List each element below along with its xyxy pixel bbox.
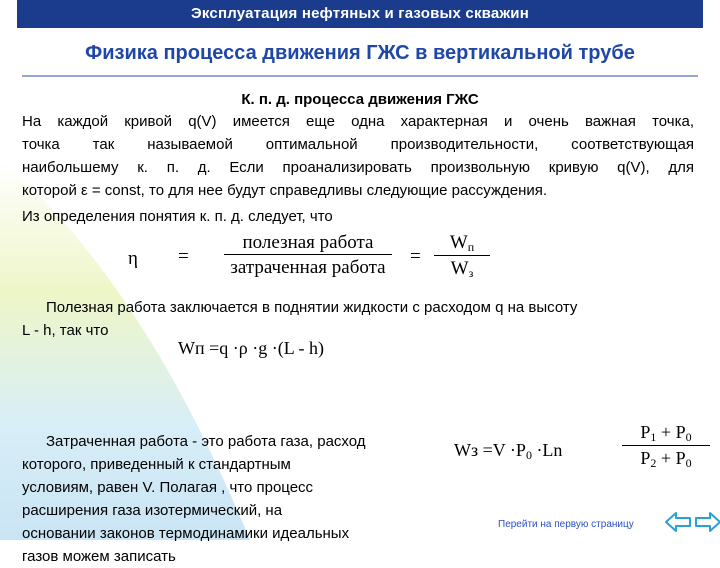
paragraph-1-line: наибольшему к. п. д. Если проанализировать произвольную кривую q(V), для: [22, 159, 694, 176]
useful-work-formula: Wп =q ·ρ ·g ·(L - h): [178, 338, 325, 358]
equals-sign: =: [410, 246, 421, 267]
paragraph-1: [22, 110, 694, 202]
fraction-numerator: $P_1 + P_0$: [640, 422, 692, 444]
header-banner: Эксплуатация нефтяных и газовых скважин: [17, 0, 703, 28]
efficiency-formula: [128, 232, 498, 286]
title-divider: [22, 75, 698, 77]
paragraph-4-line: которого, приведенный к стандартным: [22, 456, 291, 473]
fraction-denominator: затраченная работа: [224, 254, 392, 279]
paragraph-4-line: основании законов термодинамики идеальных: [22, 525, 350, 542]
paragraph-1-line: которой ε = const, то для нее будут справедливы следующие рассуждения.: [22, 182, 548, 199]
paragraph-3-line: Полезная работа заключается в поднятии жидкости с расходом q на высоту: [46, 299, 578, 316]
paragraph-1-line: На каждой кривой q(V) имеется еще одна характерная и очень важная точка,: [22, 113, 694, 130]
fraction-numerator: полезная работа: [242, 232, 374, 253]
paragraph-1-line: точка так называемой оптимальной производительности, соответствующая: [22, 136, 694, 153]
spent-work-formula: [454, 422, 714, 484]
work-ratio-fraction: [224, 232, 392, 279]
section-heading: К. п. д. процесса движения ГЖС: [241, 91, 479, 108]
paragraph-4-line: Затраченная работа - это работа газа, расход: [46, 433, 366, 450]
arrow-right-icon[interactable]: [692, 511, 720, 533]
equals-sign: =: [178, 246, 189, 267]
fraction-denominator: $W_з$: [434, 255, 490, 281]
paragraph-3-line: L - h, так что: [22, 322, 109, 339]
paragraph-4-line: газов можем записать: [22, 548, 176, 565]
fraction-numerator: $W_п$: [449, 232, 475, 254]
fraction-denominator: $P_2 + P_0$: [622, 445, 710, 471]
eta-symbol: η: [128, 248, 138, 269]
formula-lhs: Wз $=V \cdot P_0 \cdot Ln$: [454, 440, 563, 462]
paragraph-4-line: условиям, равен V. Полагая , что процесс: [22, 479, 314, 496]
paragraph-2: Из определения понятия к. п. д. следует, что: [22, 208, 333, 225]
first-page-link[interactable]: Перейти на первую страницу: [498, 519, 634, 530]
paragraph-3: [22, 296, 694, 342]
pressure-ratio-fraction: [622, 422, 710, 471]
slide-title: Физика процесса движения ГЖС в вертикальной трубе: [85, 42, 635, 64]
paragraph-4: [22, 430, 442, 568]
arrow-left-icon[interactable]: [664, 511, 694, 533]
paragraph-4-line: расширения газа изотермический, на: [22, 502, 283, 519]
w-ratio-fraction: [434, 232, 490, 281]
